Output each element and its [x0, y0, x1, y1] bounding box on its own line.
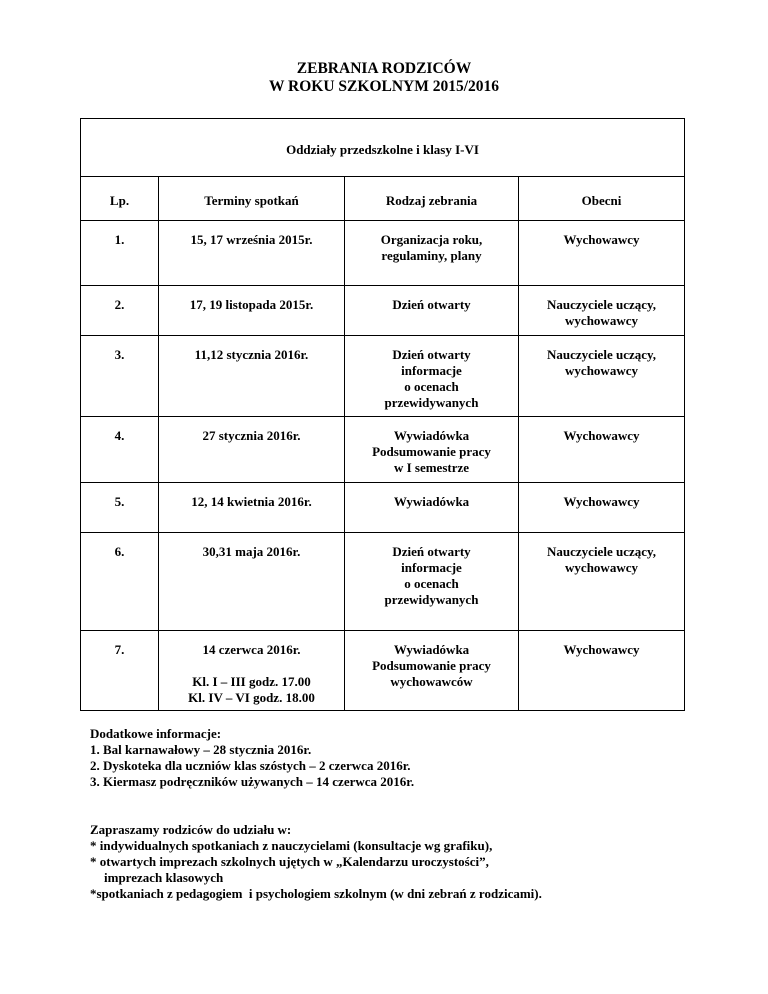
row-term: 11,12 stycznia 2016r. [159, 336, 345, 417]
type-line: o ocenach [404, 576, 459, 591]
header-terms: Terminy spotkań [159, 177, 345, 221]
type-line: Dzień otwarty [392, 297, 471, 312]
table-row [81, 336, 685, 417]
type-line: przewidywanych [384, 395, 479, 410]
row-present [519, 221, 685, 286]
invitation-heading: Zapraszamy rodziców do udziału w: [90, 822, 292, 837]
row-lp: 5. [81, 483, 159, 533]
additional-info-item: 1. Bal karnawałowy – 28 stycznia 2016r. [90, 742, 312, 757]
header-lp: Lp. [81, 177, 159, 221]
row-present [519, 336, 685, 417]
row-present [519, 417, 685, 483]
table-row [81, 221, 685, 286]
additional-info-item: 3. Kiermasz podręczników używanych – 14 czerwca 2016r. [90, 774, 415, 789]
term-extra-line: Kl. IV – VI godz. 18.00 [188, 690, 315, 705]
present-line: wychowawcy [565, 313, 638, 328]
type-line: Wywiadówka [393, 428, 470, 443]
table-header-row [81, 177, 685, 221]
document-title-line-2: W ROKU SZKOLNYM 2015/2016 [268, 78, 500, 95]
row-present [519, 533, 685, 631]
present-line: Nauczyciele uczący, [547, 347, 657, 362]
additional-info-item: 2. Dyskoteka dla uczniów klas szóstych – 2 czerwca 2016r. [90, 758, 411, 773]
invitation-line: imprezach klasowych [104, 870, 224, 885]
row-type [345, 221, 519, 286]
row-term: 15, 17 września 2015r. [159, 221, 345, 286]
table-row [81, 483, 685, 533]
type-line: Wywiadówka [393, 494, 470, 509]
row-lp: 2. [81, 286, 159, 336]
present-line: Nauczyciele uczący, [547, 544, 657, 559]
invitation-line: * indywidualnych spotkaniach z nauczycielami (konsultacje wg grafiku), [90, 838, 493, 853]
table-row [81, 631, 685, 711]
row-type [345, 417, 519, 483]
table-row [81, 417, 685, 483]
row-type [345, 631, 519, 711]
type-line: wychowawców [390, 674, 473, 689]
type-line: Dzień otwarty [392, 347, 471, 362]
present-line: wychowawcy [565, 363, 638, 378]
term-extra-line: Kl. I – III godz. 17.00 [192, 674, 311, 689]
type-line: Wywiadówka [393, 642, 470, 657]
present-line: Wychowawcy [563, 642, 640, 657]
type-line: Dzień otwarty [392, 544, 471, 559]
term-line: 14 czerwca 2016r. [202, 642, 301, 657]
present-line: Wychowawcy [563, 232, 640, 247]
present-line: Nauczyciele uczący, [547, 297, 657, 312]
type-line: Podsumowanie pracy [372, 444, 491, 459]
row-term: 17, 19 listopada 2015r. [159, 286, 345, 336]
row-present [519, 286, 685, 336]
row-lp: 1. [81, 221, 159, 286]
present-line: Wychowawcy [563, 428, 640, 443]
row-type [345, 533, 519, 631]
header-type: Rodzaj zebrania [345, 177, 519, 221]
row-lp: 6. [81, 533, 159, 631]
type-line: przewidywanych [384, 592, 479, 607]
present-line: Wychowawcy [563, 494, 640, 509]
row-term: 27 stycznia 2016r. [159, 417, 345, 483]
row-lp: 7. [81, 631, 159, 711]
row-lp: 3. [81, 336, 159, 417]
type-line: o ocenach [404, 379, 459, 394]
row-type [345, 483, 519, 533]
table-caption: Oddziały przedszkolne i klasy I-VI [81, 119, 685, 177]
row-present [519, 483, 685, 533]
row-type [345, 336, 519, 417]
type-line: informacje [401, 560, 462, 575]
row-type [345, 286, 519, 336]
invitation-line: * otwartych imprezach szkolnych ujętych w „Kalendarzu uroczystości”, [90, 854, 489, 869]
table-caption-row [81, 119, 685, 177]
additional-info-heading: Dodatkowe informacje: [90, 726, 222, 741]
row-term: 12, 14 kwietnia 2016r. [159, 483, 345, 533]
row-lp: 4. [81, 417, 159, 483]
row-present [519, 631, 685, 711]
type-line: regulaminy, plany [381, 248, 482, 263]
type-line: Podsumowanie pracy [372, 658, 491, 673]
document-title-line-1: ZEBRANIA RODZICÓW [296, 60, 472, 77]
row-term [159, 631, 345, 711]
invitation-line: *spotkaniach z pedagogiem i psychologiem szkolnym (w dni zebrań z rodzicami). [90, 886, 542, 901]
schedule-table [80, 118, 685, 711]
table-row [81, 533, 685, 631]
present-line: wychowawcy [565, 560, 638, 575]
type-line: Organizacja roku, [380, 232, 483, 247]
row-term: 30,31 maja 2016r. [159, 533, 345, 631]
type-line: informacje [401, 363, 462, 378]
term-gap [161, 658, 342, 674]
type-line: w I semestrze [393, 460, 470, 475]
table-row [81, 286, 685, 336]
header-present: Obecni [519, 177, 685, 221]
